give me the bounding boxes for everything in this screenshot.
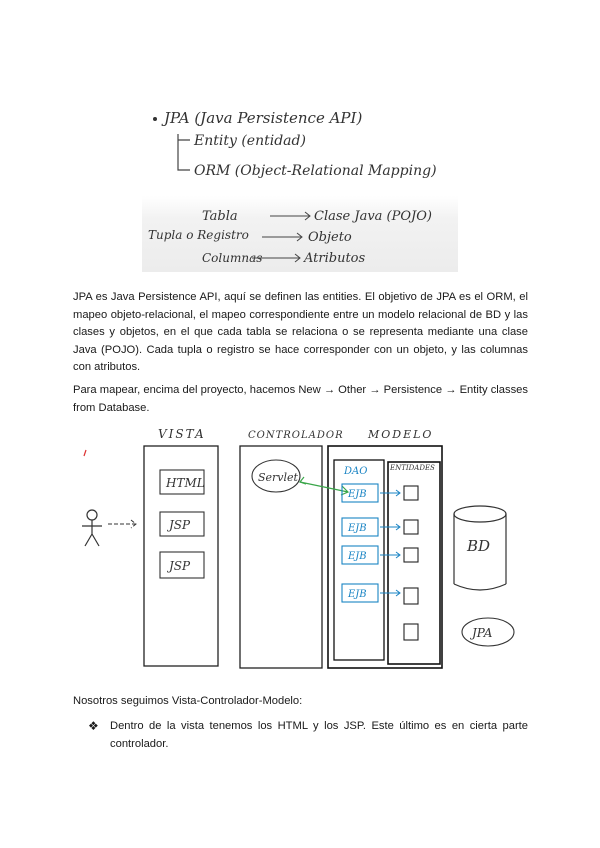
entidades-label: ENTIDADES <box>390 464 435 472</box>
hw-map-left-1: Tabla <box>202 209 238 224</box>
branch-arrow-icon-2 <box>178 152 190 170</box>
vista-item-1: HTML <box>166 476 205 490</box>
vista-heading: VISTA <box>158 427 206 441</box>
dao-entity-arrows <box>380 490 400 596</box>
hw-map-left-3: Columnas <box>202 251 263 265</box>
mvc-paragraph: Nosotros seguimos Vista-Controlador-Modelo: <box>73 695 303 707</box>
user-arrow-icon <box>108 520 136 528</box>
diamond-bullet-icon: ❖ <box>88 719 99 733</box>
entity-squares <box>404 486 418 640</box>
entidades-box <box>388 462 440 664</box>
red-mark-icon <box>84 450 86 456</box>
modelo-heading: MODELO <box>368 428 434 441</box>
hw-map-right-2: Objeto <box>308 230 352 245</box>
hw-map-left-2: Tupla o Registro <box>148 228 249 242</box>
servlet-label: Servlet <box>258 471 298 484</box>
hw-map-right-1: Clase Java (POJO) <box>314 209 432 224</box>
jpa-label: JPA <box>472 626 493 640</box>
list-item <box>88 718 528 753</box>
arrow-right-icon <box>270 212 310 220</box>
modelo-box <box>328 446 442 668</box>
hw-orm-line: ORM (Object-Relational Mapping) <box>194 163 437 179</box>
arrow-right-icon-2 <box>262 233 302 241</box>
handwritten-notes-image <box>142 92 458 272</box>
vista-item-3: JSP <box>169 559 191 573</box>
vista-item-2: JSP <box>169 518 191 532</box>
bd-label: BD <box>467 537 491 555</box>
hw-map-right-3: Atributos <box>304 251 366 266</box>
mapping-paragraph: Para mapear, encima del proyecto, hacemos New → Other → Persistence → Entity classes from Database. <box>73 384 528 414</box>
dao-label: DAO <box>344 466 368 477</box>
ejb-label-3: EJB <box>348 551 367 562</box>
dao-ejb-list <box>342 484 378 602</box>
mvc-diagram-image <box>70 426 540 676</box>
handwritten-notes-svg <box>142 92 458 272</box>
ejb-label-4: EJB <box>348 589 367 600</box>
intro-paragraph: JPA es Java Persistence API, aquí se definen las entities. El objetivo de JPA es el ORM, el mapeo objeto-relacional, el mapeo correspondiente entre un modelo relacional de BD y las clases y objetos, en el que cada tabla se relaciona o se representa mediante una clase Java (POJO). Cada tupla o registro se hace corresponder con un objeto, y las columnas con atributos. <box>73 291 528 373</box>
hw-jpa-line: JPA (Java Persistence API) <box>164 109 363 127</box>
mvc-diagram-svg <box>70 426 540 676</box>
controlador-heading: CONTROLADOR <box>248 430 344 441</box>
bullet-text: Dentro de la vista tenemos los HTML y los JSP. Este último es en cierta parte controlador. <box>110 720 528 750</box>
bullet-dot-icon <box>153 117 157 121</box>
servlet-dao-arrow-icon <box>300 482 348 495</box>
ejb-label-1: EJB <box>348 489 367 500</box>
ejb-label-2: EJB <box>348 523 367 534</box>
branch-arrow-icon <box>178 134 190 152</box>
user-stick-figure-icon <box>82 510 102 546</box>
hw-entity-line: Entity (entidad) <box>194 133 306 149</box>
